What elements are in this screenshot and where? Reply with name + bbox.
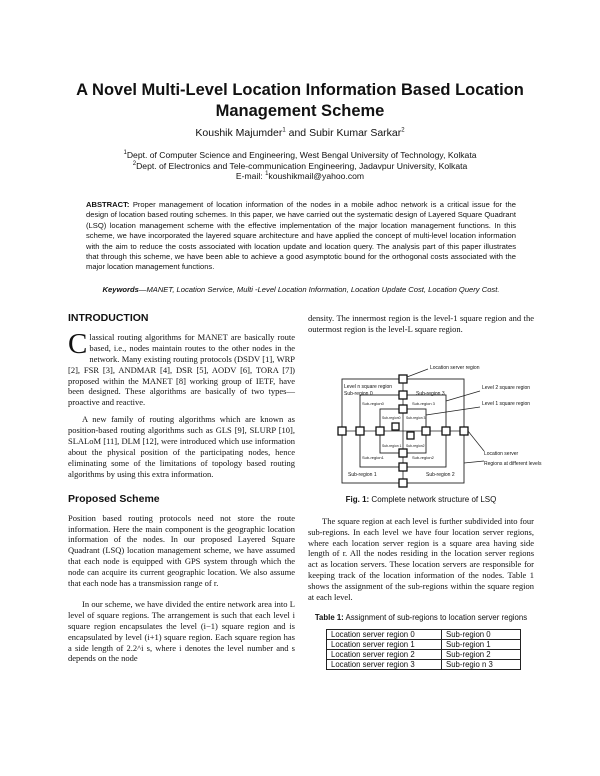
label-level1: Level 1 square region: [482, 400, 531, 407]
arrow-location-server: [468, 431, 484, 451]
table-row: [327, 630, 521, 640]
right-paragraph-continuation: density. The innermost region is the level-1 square region and the outermost region is the level-L square region.: [308, 313, 534, 334]
ls-l2-top: [399, 391, 407, 399]
author-and: and: [288, 127, 307, 139]
keywords: [86, 285, 516, 294]
table-cell: Location server region 2: [327, 650, 442, 660]
author-1-sup: 1: [282, 127, 286, 134]
table-cell: Sub-region 0: [442, 630, 521, 640]
lsq-network-diagram: [308, 343, 542, 491]
keywords-label: Keywords: [102, 285, 139, 294]
proposed-heading: Proposed Scheme: [68, 492, 160, 505]
email-sup: 1: [265, 171, 269, 178]
label-regions-levels: Regions at different levels: [484, 460, 542, 467]
figure-1-caption-text: Complete network structure of LSQ: [371, 494, 497, 504]
label-inner-sub0: Sub-region0: [362, 400, 384, 406]
table-1-caption: [308, 613, 534, 623]
ls-l2-left: [356, 427, 364, 435]
intro-dropcap: C: [68, 327, 88, 360]
arrow-regions: [464, 461, 484, 463]
proposed-paragraph-1: Position based routing protocols need not store the route information. Here the main component is the geographic location information of the nodes. In our proposed Layered Square Quadrant (LSQ) location management scheme, we have assumed that each node is equipped with GPS system through which the node can acquire its current geographic location. We also assume that each node has a transmission range of r.: [68, 512, 295, 589]
intro-paragraph-1: [68, 327, 295, 408]
label-core-sub2: Sub-region2: [406, 443, 425, 448]
affiliation-2-sup: 2: [132, 160, 137, 167]
label-subregion0: Sub-region 0: [344, 390, 373, 397]
table-cell: Location server region 1: [327, 640, 442, 650]
keywords-text: —MANET, Location Service, Multi -Level Location Information, Location Update Cost, Location Query Cost.: [138, 285, 500, 294]
label-subregion1: Sub-region 1: [348, 471, 377, 478]
affiliation-1-text: Dept. of Computer Science and Engineering, West Bengal University of Technology, Kolkata: [126, 150, 477, 160]
intro-paragraph-1-text: lassical routing algorithms for MANET are basically route based, i.e., nodes maintain routes to the other nodes in the network. Many existing routing protocols (DSDV [1], WRP [2], FSR [3], ANDMAR [4], DSR [5], AODV [6], TORA [7]) proposed within the MANET [8] working group of IETF, have been designed. These algorithms are basically of two types—proactive and reactive.: [68, 331, 295, 408]
author-2: Subir Kumar Sarkar: [309, 127, 402, 139]
author-2-sup: 2: [401, 127, 405, 134]
table-1-caption-label: Table 1:: [314, 612, 344, 622]
table-1-caption-text: Assignment of sub-regions to location server regions: [345, 612, 528, 622]
ls-l2-bottom: [399, 463, 407, 471]
ls-left: [338, 427, 346, 435]
ls-core-2: [407, 432, 414, 439]
intro-heading: INTRODUCTION: [68, 312, 149, 324]
ls-top: [399, 375, 407, 383]
label-inner-sub2: Sub-region2: [412, 454, 434, 460]
affiliation-2: [40, 161, 560, 172]
abstract-label: ABSTRACT:: [86, 200, 130, 209]
arrow-ls-region: [407, 369, 428, 377]
label-inner-sub3: Sub-region 3: [412, 400, 435, 406]
affiliation-2-text: Dept. of Electronics and Tele-communication Engineering, Jadavpur University, Kolkata: [136, 160, 468, 171]
label-location-server-region: Location server region: [430, 364, 480, 371]
abstract-text: Proper management of location information of the nodes in a mobile adhoc network is a critical issue for the design of location based routing schemes. In this paper, we have carried out the systematic design of Layered Square Quadrant (LSQ) location management scheme with the effective implementation of the major location management functions. In this scheme, we have incorporated the layered square architecture and have applied the concept of multi-level location information with the aim to reduce the costs associated with location update and location query. The analysis part of this paper illustrates that through this scheme, we have been able to achieve a good asymptotic bound for the orthogonal costs associated with the major location management functions.: [86, 200, 516, 272]
ls-l2-right: [442, 427, 450, 435]
affiliation-1-sup: 1: [123, 150, 127, 157]
affiliation-1: [40, 150, 560, 161]
intro-paragraph-2: A new family of routing algorithms which are known as position-based routing algorithms such as GLS [9], SLURP [10], SLALoM [11], DLM [12], were introduced which use information about the physical position of the participating nodes, hence eliminating some of the limitations of topology based routing algorithms by using this extra information.: [68, 414, 295, 479]
author-1: Koushik Majumder: [195, 127, 283, 139]
label-level-n: Level n square region: [344, 383, 393, 390]
ls-l1-top: [399, 405, 407, 413]
ls-l1-left: [376, 427, 384, 435]
figure-1: [308, 343, 542, 491]
paper-title: A Novel Multi-Level Location Information Based Location Management Scheme: [76, 81, 524, 120]
table-row: [327, 650, 521, 660]
arrow-level2: [446, 391, 480, 401]
label-subregion3: Sub-region 3: [416, 390, 445, 397]
arrow-level1: [426, 407, 480, 415]
table-cell: Sub-region 2: [442, 650, 521, 660]
label-core-sub1: Sub-region 1: [382, 443, 402, 448]
ls-l1-right: [422, 427, 430, 435]
right-paragraph-subregions: The square region at each level is further subdivided into four sub-regions. In each level we have four location server regions, where each location server region is a square area having side length of r. All the nodes residing in the location server regions act as location servers. These location servers are responsible for keeping track of the location information of the nodes. Table 1 shows the assignment of the sub-regions within the square region at each level.: [308, 515, 534, 603]
label-core-sub0: Sub-region0: [382, 415, 401, 420]
figure-1-caption: [308, 495, 534, 506]
left-column: [68, 313, 295, 664]
table-row: [327, 640, 521, 650]
table-row: [327, 660, 521, 670]
email-label: E-mail:: [235, 171, 263, 181]
ls-right: [460, 427, 468, 435]
ls-core-1: [392, 423, 399, 430]
table-cell: Sub-region 1: [442, 640, 521, 650]
abstract: [86, 200, 516, 273]
diagram-labels: [344, 365, 542, 478]
affiliations: [40, 150, 560, 182]
ls-l1-bottom: [399, 449, 407, 457]
email-address: koushikmail@yahoo.com: [268, 171, 365, 181]
table-cell: Sub-regio n 3: [442, 660, 521, 670]
right-column: [308, 313, 542, 670]
label-subregion2: Sub-region 2: [426, 471, 455, 478]
author-line: [40, 127, 560, 139]
label-core-sub3: Sub-region 3: [406, 415, 426, 420]
table-1: [326, 629, 521, 670]
label-inner-sub1: Sub-region1: [362, 454, 384, 460]
figure-1-caption-label: Fig. 1:: [345, 494, 370, 504]
label-level2: Level 2 square region: [482, 384, 531, 391]
ls-bottom: [399, 479, 407, 487]
table-cell: Location server region 3: [327, 660, 442, 670]
email-line: [40, 171, 560, 182]
proposed-paragraph-2: In our scheme, we have divided the entire network area into L level of square regions. The arrangement is such that each level i square region encapsulates the level (i−1) square region and is encapsulated by level (i+1) square region. Each square region has a side length of 2.2^i s, where i denotes the level number and s depends on the node: [68, 598, 295, 664]
label-location-server: Location server: [484, 450, 519, 457]
table-cell: Location server region 0: [327, 630, 442, 640]
